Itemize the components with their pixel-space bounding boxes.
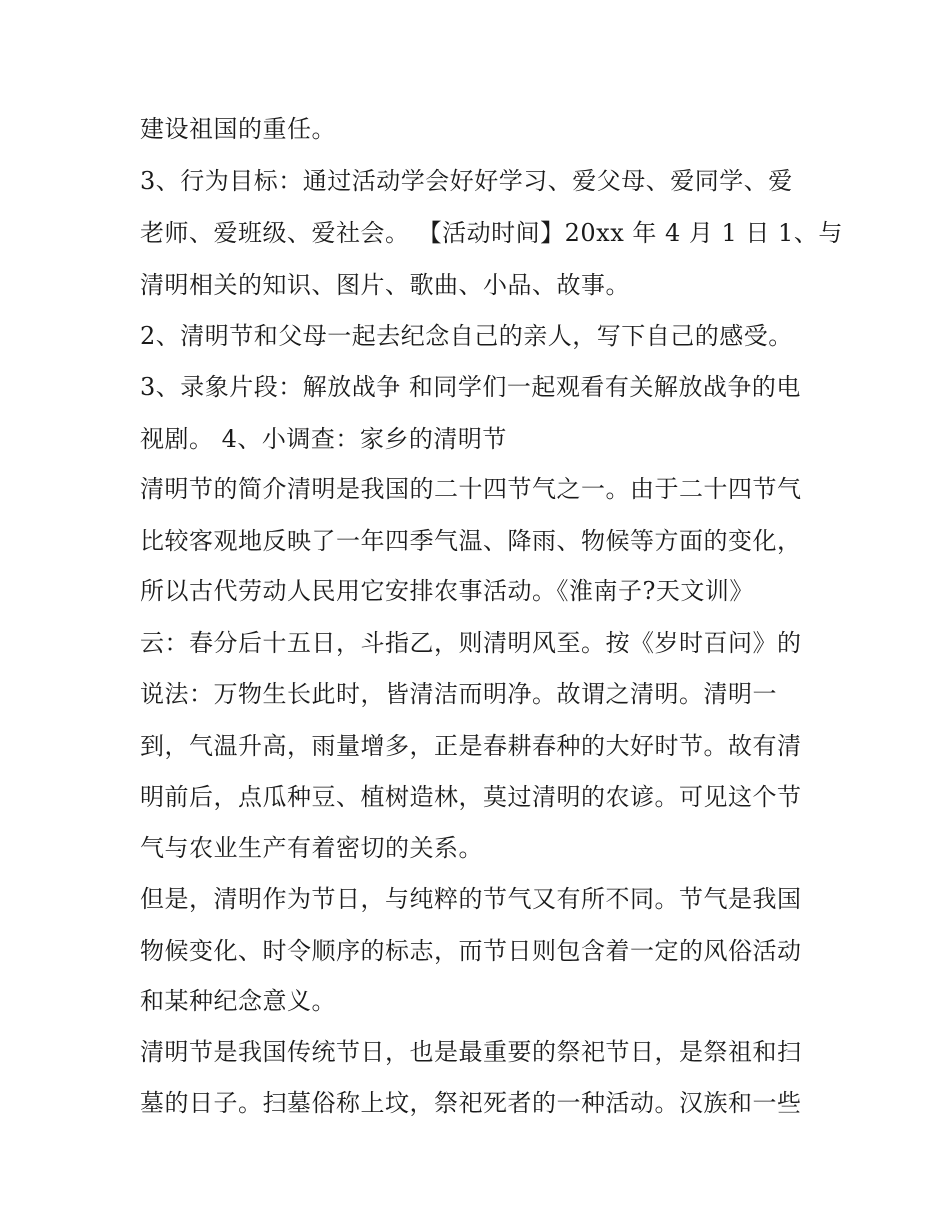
text-line: 清明节的简介清明是我国的二十四节气之一。由于二十四节气	[140, 475, 802, 503]
text-line: 比较客观地反映了一年四季气温、降雨、物候等方面的变化，	[140, 527, 802, 555]
text-line: 3、录象片段：解放战争 和同学们一起观看有关解放战争的电	[140, 373, 801, 401]
text-line: 清明节是我国传统节日，也是最重要的祭祀节日，是祭祖和扫	[140, 1038, 802, 1066]
text-line: 墓的日子。扫墓俗称上坟，祭祀死者的一种活动。汉族和一些	[140, 1089, 802, 1117]
text-line: 建设祖国的重任。	[140, 115, 336, 143]
text-line: 气与农业生产有着密切的关系。	[140, 834, 483, 862]
text-line: 老师、爱班级、爱社会。 【活动时间】20xx 年 4 月 1 日 1、与	[140, 219, 843, 247]
text-line: 到，气温升高，雨量增多，正是春耕春种的大好时节。故有清	[140, 732, 802, 760]
text-line: 2、清明节和父母一起去纪念自己的亲人，写下自己的感受。	[140, 322, 793, 350]
text-line: 说法：万物生长此时，皆清洁而明净。故谓之清明。清明一	[140, 680, 777, 708]
text-line: 明前后，点瓜种豆、植树造林，莫过清明的农谚。可见这个节	[140, 783, 802, 811]
text-line: 所以古代劳动人民用它安排农事活动。《淮南子?天文训》	[140, 577, 754, 605]
text-line: 云：春分后十五日，斗指乙，则清明风至。按《岁时百问》的	[140, 629, 802, 657]
text-line: 视剧。 4、小调查：家乡的清明节	[140, 425, 507, 453]
text-line: 清明相关的知识、图片、歌曲、小品、故事。	[140, 271, 630, 299]
text-line: 3、行为目标：通过活动学会好好学习、爱父母、爱同学、爱	[140, 167, 793, 195]
text-line: 和某种纪念意义。	[140, 987, 336, 1015]
text-line: 但是，清明作为节日，与纯粹的节气又有所不同。节气是我国	[140, 885, 802, 913]
text-line: 物候变化、时令顺序的标志，而节日则包含着一定的风俗活动	[140, 937, 802, 965]
